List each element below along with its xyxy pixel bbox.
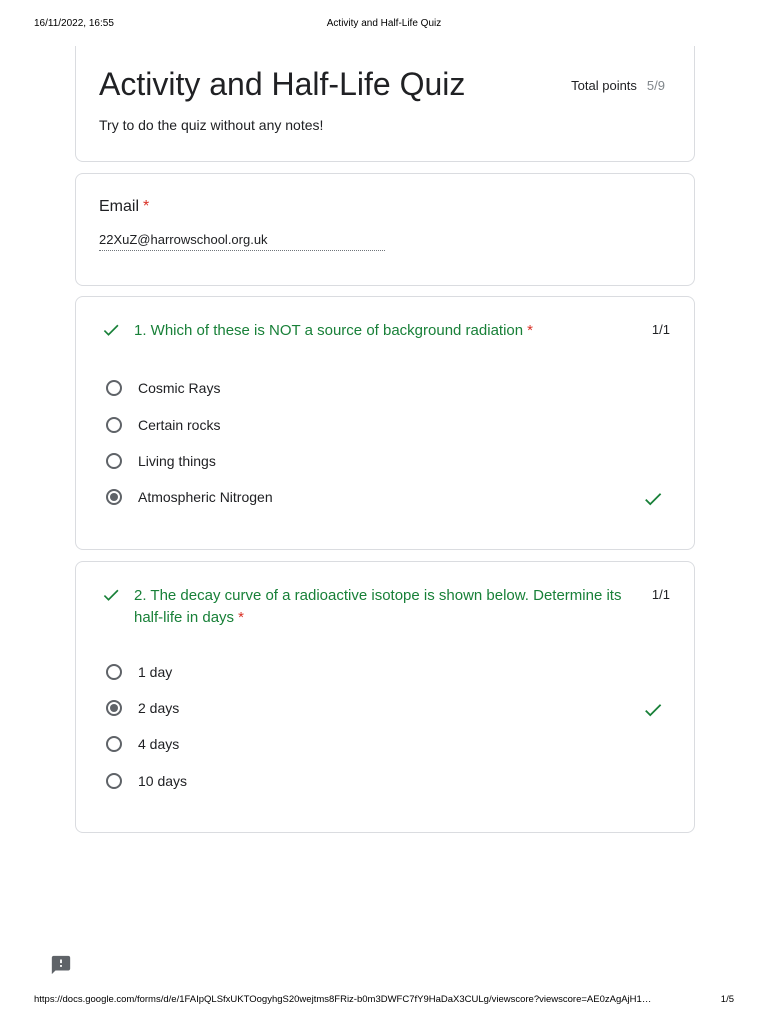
email-label bbox=[99, 198, 149, 216]
option-label: Atmospheric Nitrogen bbox=[138, 489, 273, 505]
option-certain-rocks[interactable] bbox=[106, 416, 664, 438]
option-living-things[interactable] bbox=[106, 452, 664, 474]
option-label: Certain rocks bbox=[138, 417, 221, 433]
option-atmospheric-nitrogen[interactable] bbox=[106, 488, 664, 510]
print-header bbox=[34, 18, 734, 30]
print-footer bbox=[34, 994, 734, 1006]
option-label: 1 day bbox=[138, 664, 173, 680]
total-points-label: Total points bbox=[571, 78, 637, 93]
question-score: 1/1 bbox=[651, 322, 670, 337]
question-title-text: 1. Which of these is NOT a source of background radiation bbox=[134, 322, 524, 339]
required-asterisk: * bbox=[527, 322, 533, 339]
question-card-1 bbox=[75, 296, 695, 550]
email-card bbox=[75, 173, 695, 286]
print-datetime: 16/11/2022, 16:55 bbox=[34, 18, 114, 29]
question-score: 1/1 bbox=[651, 587, 670, 602]
option-label: Cosmic Rays bbox=[138, 380, 221, 396]
form-description: Try to do the quiz without any notes! bbox=[99, 117, 324, 133]
radio-button[interactable] bbox=[106, 380, 122, 396]
check-icon bbox=[642, 699, 664, 721]
radio-button-selected[interactable] bbox=[106, 489, 122, 505]
feedback-icon[interactable] bbox=[50, 954, 72, 976]
email-label-text: Email bbox=[99, 198, 140, 215]
radio-button[interactable] bbox=[106, 664, 122, 680]
question-title-text: 2. The decay curve of a radioactive isotope is shown below. Determine its half-life in days bbox=[134, 587, 622, 626]
question-card-2 bbox=[75, 561, 695, 833]
option-4-days[interactable] bbox=[106, 735, 664, 757]
option-label: 4 days bbox=[138, 736, 180, 752]
check-icon bbox=[642, 488, 664, 510]
required-asterisk: * bbox=[238, 609, 244, 626]
option-2-days[interactable] bbox=[106, 699, 664, 721]
check-icon bbox=[101, 585, 121, 605]
radio-button[interactable] bbox=[106, 736, 122, 752]
radio-button[interactable] bbox=[106, 417, 122, 433]
print-url: https://docs.google.com/forms/d/e/1FAIpQLSfxUKTOogyhgS20wejtms8FRiz-b0m3DWFC7fY9HaDaX3CULg/viewscore?viewscore=AE0zAgAjH1… bbox=[34, 994, 652, 1005]
option-label: Living things bbox=[138, 453, 216, 469]
option-10-days[interactable] bbox=[106, 772, 664, 794]
required-asterisk: * bbox=[143, 198, 150, 215]
question-title bbox=[134, 585, 644, 629]
radio-button[interactable] bbox=[106, 453, 122, 469]
total-points-value: 5/9 bbox=[646, 78, 665, 93]
email-field: 22XuZ@harrowschool.org.uk bbox=[99, 232, 385, 251]
radio-button-selected[interactable] bbox=[106, 700, 122, 716]
option-cosmic-rays[interactable] bbox=[106, 379, 664, 401]
option-label: 2 days bbox=[138, 700, 180, 716]
page-number: 1/5 bbox=[720, 994, 734, 1005]
radio-button[interactable] bbox=[106, 773, 122, 789]
question-title bbox=[134, 320, 533, 342]
option-label: 10 days bbox=[138, 773, 188, 789]
form-header-card bbox=[75, 46, 695, 162]
form-title: Activity and Half-Life Quiz bbox=[99, 66, 466, 102]
check-icon bbox=[101, 320, 121, 340]
option-1-day[interactable] bbox=[106, 663, 664, 685]
print-page-title: Activity and Half-Life Quiz bbox=[326, 18, 442, 29]
total-points bbox=[571, 78, 665, 93]
